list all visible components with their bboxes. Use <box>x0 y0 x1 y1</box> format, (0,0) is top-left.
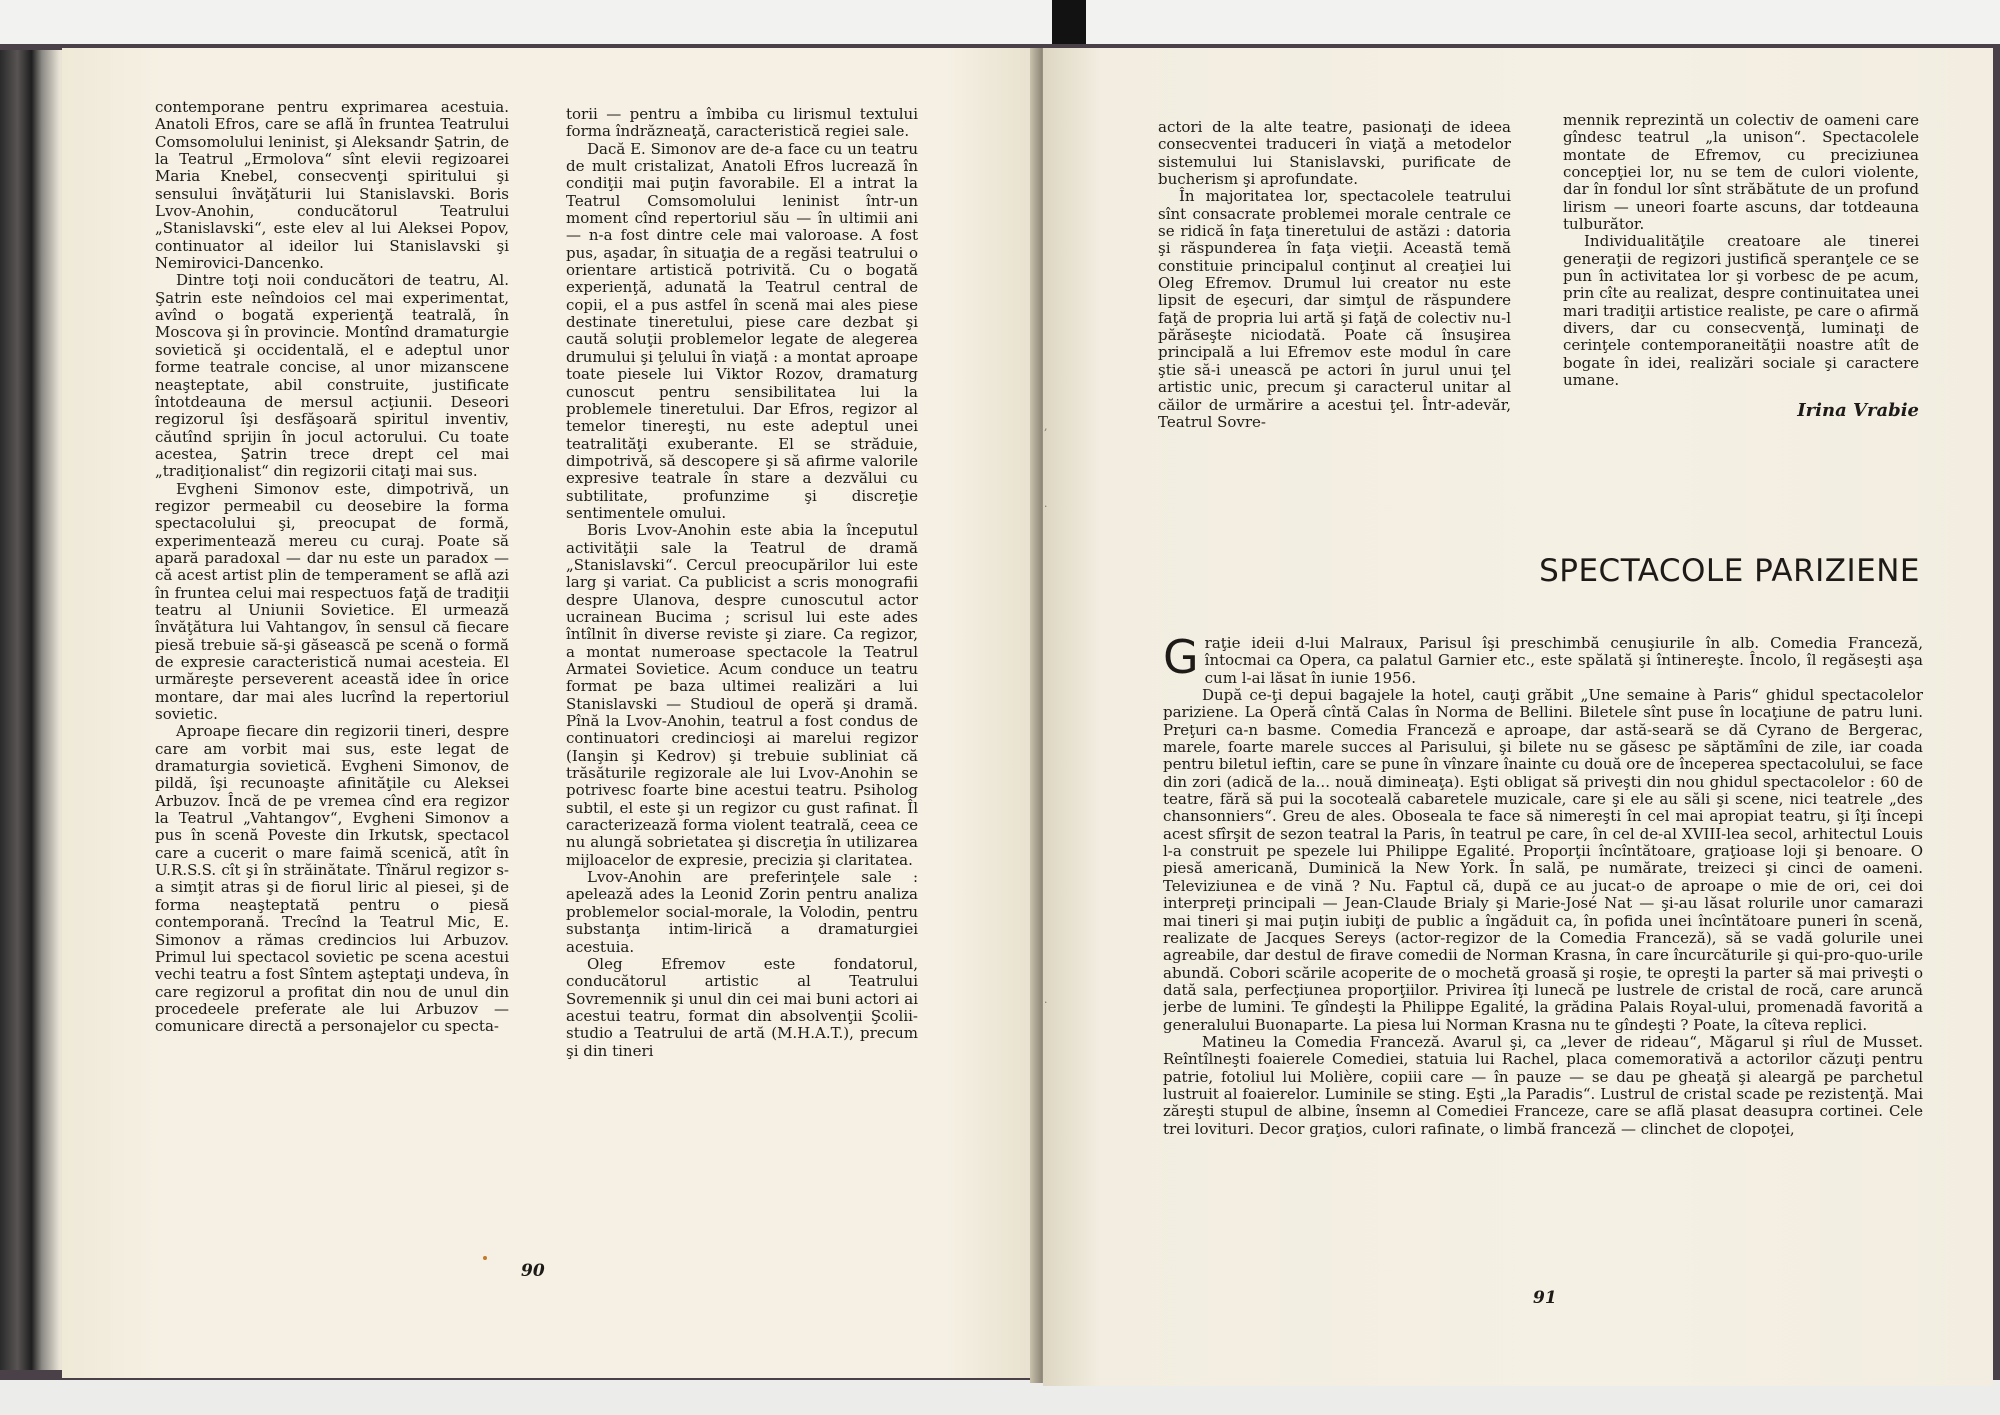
right-page-column-1 <box>1158 119 1511 499</box>
right-page-column-2 <box>1563 112 1919 512</box>
left-page-column-1 <box>155 99 509 1279</box>
paragraph: Individualităţile creatoare ale tinerei generaţii de regizori justifică speranţele ce se pun în activitatea lor şi vorbesc de pe acum, prin cîte au realizat, despre continuitatea unei mari tradiţii artistice realiste, pe care o afirmă divers, dar cu consecvenţă, luminaţi de cerinţele contemporaneităţii noastre atît de bogate în idei, realizări sociale şi caractere umane. <box>1563 232 1919 390</box>
margin-mark: · <box>1044 500 1048 513</box>
paragraph: Dacă E. Simonov are de-a face cu un teatru de mult cristalizat, Anatoli Efros lucrează în condiţii mai puţin favorabile. El a intrat la Teatrul Comsomolului leninist într-un moment cînd repertoriul său — în ultimii ani — n-a fost dintre cele mai valoroase. A fost pus, aşadar, în situaţia de a regăsi teatrului o orientare artistică potrivită. Cu o bogată experienţă, adunată la Teatrul central de copii, el a pus astfel în scenă mai ales piese destinate tineretului, piese care dezbat şi caută soluţii problemelor legate de alegerea drumului şi ţelului în viaţă : a montat aproape toate piesele lui Viktor Rozov, dramaturg cunoscut pentru sensibilitatea lui la problemele tineretului. Dar Efros, regizor al temelor tinereşti, nu este adeptul unei teatralităţi exuberante. El se străduie, dimpotrivă, să descopere şi să afirme valorile expresive teatrale în stare a dezvălui cu subtilitate, profunzime şi discreţie sentimentele omului. <box>566 139 918 522</box>
paragraph: Boris Lvov-Anohin este abia la începutul activităţii sale la Teatrul de dramă „Stanislavski“. Cercul preocupărilor lui este larg şi variat. Ca publicist a scris monografii despre Ulanova, despre cunoscutul actor ucrainean Bucima ; scrisul lui este ades întîlnit în diverse reviste şi ziare. Ca regizor, a montat numeroase spectacole la Teatrul Armatei Sovietice. Acum conduce un teatru format pe baza ultimei realizări a lui Stanislavski — Studioul de operă şi dramă. Pînă la Lvov-Anohin, teatrul a fost condus de continuatori credincioşi ai marelui regizor (Ianşin şi Kedrov) şi trebuie subliniat că trăsăturile regizorale ale lui Lvov-Anohin se potrivesc foarte bine acestui teatru. Psiholog subtil, el este şi un regizor cu gust rafinat. Îl caracterizează forma violent teatrală, ceea ce nu alungă sobrietatea şi discreţia în utilizarea mijloacelor de expresie, precizia şi claritatea. <box>566 521 918 869</box>
page-number-right: 91 <box>1533 1288 1557 1308</box>
page-number-left: 90 <box>521 1261 545 1281</box>
printer-speck <box>483 1256 487 1260</box>
article-body <box>1163 635 1923 1253</box>
paragraph: Dintre toţi noii conducători de teatru, Al. Şatrin este neîndoios cel mai experimentat, avînd o bogată experienţă teatrală, în Moscova şi în provincie. Montînd dramaturgie sovietică şi occidentală, el e adeptul unor forme teatrale concise, al unor mizanscene neaşteptate, abil construite, justificate întotdeauna de mersul acţiunii. Deseori regizorul îşi desfăşoară spiritul inventiv, căutînd sprijin în jocul actorului. Cu toate acestea, Şatrin trece drept cel mai „tradiţionalist“ din regizorii citaţi mai sus. <box>155 271 509 481</box>
paragraph: După ce-ţi depui bagajele la hotel, cauţi grăbit „Une semaine à Paris“ ghidul spectacolelor pariziene. La Operă cîntă Calas în Norma de Bellini. Biletele sînt puse în locaţiune de patru luni. Preţuri ca-n basme. Comedia Franceză e aproape, dar astă-seară se dă Cyrano de Bergerac, marele, foarte marele succes al Parisului, şi bilete nu se găsesc pe săptămîni de zile, iar coada pentru biletul ieftin, care se pune în vînzare înainte cu două ore de începerea spectacolului, se face din zori (adică de la... nouă dimineaţa). Eşti obligat să priveşti din nou ghidul spectacolelor : 60 de teatre, fără să pui la socoteală cabaretele muzicale, care şi ele au săli şi scene, nici teatrele „des chansonniers“. Greu de ales. Oboseala te face să nimereşti în cel mai apropiat teatru, şi îţi începi acest sfîrşit de sezon teatral la Paris, în teatrul pe care, în cel de-al XVIII-lea secol, arhitectul Louis l-a construit pe spezele lui Philippe Egalité. Proporţii încîntătoare, graţioase loji şi benoare. O piesă americană, Duminică la New York. În sală, pe numărate, treizeci şi cinci de oameni. Televiziunea e de vină ? Nu. Faptul că, după ce au jucat-o de aproape o mie de ori, cei doi interpreţi principali — Jean-Claude Brialy şi Marie-José Nat — şi-au lăsat rolurile unor camarazi mai tineri şi mai puţin iubiţi de public a îngăduit ca, în pofida unei încîntătoare puneri în scenă, realizate de Jacques Sereys (actor-regizor de la Comedia Franceză), să se vadă golurile unei agreabile, dar destul de firave comedii de Norman Krasna, în care încurcăturile şi qui-pro-quo-urile abundă. Cobori scările acoperite de o mochetă groasă şi roşie, te opreşti la parter să mai priveşti o dată sala, perfecţiunea proporţiilor. Privirea îţi lunecă pe lustrele de cristal de rocă, care aruncă jerbe de lumini. Te gîndeşti la Philippe Egalité, la grădina Palais Royal-ului, promenadă favorită a generalului Buonaparte. La piesa lui Norman Krasna nu te gîndeşti ? Poate, la cîteva replici. <box>1163 686 1923 1034</box>
drop-cap: G <box>1163 635 1199 684</box>
paragraph: Oleg Efremov este fondatorul, conducătorul artistic al Teatrului Sovremennik şi unul din cei mai buni actori ai acestui teatru, format din absolvenţii Şcolii-studio a Teatrului de artă (M.H.A.T.), precum şi din tineri <box>566 954 918 1060</box>
scan-top-margin <box>0 0 2000 44</box>
margin-mark: , <box>1044 420 1048 433</box>
paragraph: actori de la alte teatre, pasionaţi de ideea consecventei traduceri în viaţă a metodelor sistemului lui Stanislavski, purificate de bucherism şi aprofundate. <box>1158 119 1511 189</box>
paragraph: mennik reprezintă un colectiv de oameni care gîndesc teatrul „la unison“. Spectacolele montate de Efremov, cu preciziunea concepţiei lor, nu se tem de culori violente, dar în fondul lor sînt străbătute de un profund lirism — uneori foarte ascuns, dar totdeauna tulburător. <box>1563 112 1919 234</box>
paragraph: Aproape fiecare din regizorii tineri, despre care am vorbit mai sus, este legat de dramaturgia sovietică. Evgheni Simonov, de pildă, îşi recunoaşte afinităţile cu Aleksei Arbuzov. Încă de pe vremea cînd era regizor la Teatrul „Vahtangov“, Evgheni Simonov a pus în scenă Poveste din Irkutsk, spectacol care a cucerit o mare faimă scenică, atît în U.R.S.S. cît şi în străinătate. Tînărul regizor s-a simţit atras şi de fiorul liric al piesei, şi de forma neaşteptată pentru o piesă contemporană. Trecînd la Teatrul Mic, E. Simonov a rămas credincios lui Arbuzov. Primul lui spectacol sovietic pe scena acestui vechi teatru a fost Sîntem aşteptaţi undeva, în care regizorul a profitat din nou de unul din procedeele preferate ale lui Arbuzov — comunicare directă a personajelor cu specta- <box>155 722 509 1036</box>
page-stack-edge <box>0 50 70 1370</box>
paragraph: Lvov-Anohin are preferinţele sale : apelează ades la Leonid Zorin pentru analiza problemelor social-morale, la Volodin, pentru substanţa intim-lirică a dramaturgiei acestuia. <box>566 868 918 956</box>
author-signature: Irina Vrabie <box>1797 399 1919 421</box>
paragraph: raţie ideii d-lui Malraux, Parisul îşi preschimbă cenuşiurile în alb. Comedia Franceză, întocmai ca Opera, ca palatul Garnier etc., este spălată şi întinereşte. Încolo, îl regăseşti aşa cum l-ai lăsat în iunie 1956. <box>1204 635 1923 687</box>
scan-clip <box>1052 0 1086 44</box>
paragraph: În majoritatea lor, spectacolele teatrului sînt consacrate problemei morale centrale ce se ridică în faţa tineretului de astăzi : datoria şi răspunderea în faţa vieţii. Această temă constituie principalul conţinut al creaţiei lui Oleg Efremov. Drumul lui creator nu este lipsit de eşecuri, dar simţul de răspundere faţă de propria lui artă şi faţă de colectiv nu-l părăseşte niciodată. Poate că însuşirea principală a lui Efremov este modul în care ştie să-i unească pe actori în jurul unui ţel artistic unic, precum şi caracterul unitar al căilor de urmărire a acestui ţel. Într-adevăr, Teatrul Sovre- <box>1158 187 1511 431</box>
paragraph: Evgheni Simonov este, dimpotrivă, un regizor permeabil cu deosebire la forma spectacolului şi, preocupat de formă, experimentează mereu cu curaj. Poate să apară paradoxal — dar nu este un paradox — că acest artist plin de temperament se află azi în fruntea celui mai respectuos faţă de tradiţii teatru al Uniunii Sovietice. El urmează învăţătura lui Vahtangov, în sensul că fiecare piesă trebuie să-şi găsească pe scenă o formă de expresie caracteristică numai acesteia. El urmăreşte perseverent această idee în orice montare, dar mai ales lucrînd la repertoriul sovietic. <box>155 479 509 724</box>
left-page-column-2 <box>566 106 918 1279</box>
margin-mark: · <box>1044 996 1048 1009</box>
paragraph: torii — pentru a îmbiba cu lirismul textului forma îndrăzneaţă, caracteristică regiei sale. <box>566 106 918 141</box>
paragraph: Matineu la Comedia Franceză. Avarul şi, ca „lever de rideau“, Măgarul şi rîul de Musset. Reîntîlneşti foaierele Comediei, statuia lui Rachel, placa comemorativă a actorilor căzuţi pentru patrie, fotoliul lui Molière, copiii care — în pauze — se dau pe gheaţă şi aleargă pe parchetul lustruit al foaierelor. Luminile se sting. Eşti „la Paradis“. Lustrul de cristal scade pe rezistenţă. Mai zăreşti stupul de albine, însemn al Comediei Franceze, care se află plasat deasupra cortinei. Cele trei lovituri. Decor graţios, culori rafinate, o limbă franceză — clinchet de clopoţei, <box>1163 1032 1923 1138</box>
paragraph: contemporane pentru exprimarea acestuia. Anatoli Efros, care se află în fruntea Teatrului Comsomolului leninist, şi Aleksandr Şatrin, de la Teatrul „Ermolova“ sînt elevii regizoarei Maria Knebel, consecvenţi spiritului şi sensului învăţăturii lui Stanislavski. Boris Lvov-Anohin, conducătorul Teatrului „Stanislavski“, este elev al lui Aleksei Popov, continuator al ideilor lui Stanislavski şi Nemirovici-Dancenko. <box>155 99 509 273</box>
article-title: SPECTACOLE PARIZIENE <box>1539 553 1920 589</box>
